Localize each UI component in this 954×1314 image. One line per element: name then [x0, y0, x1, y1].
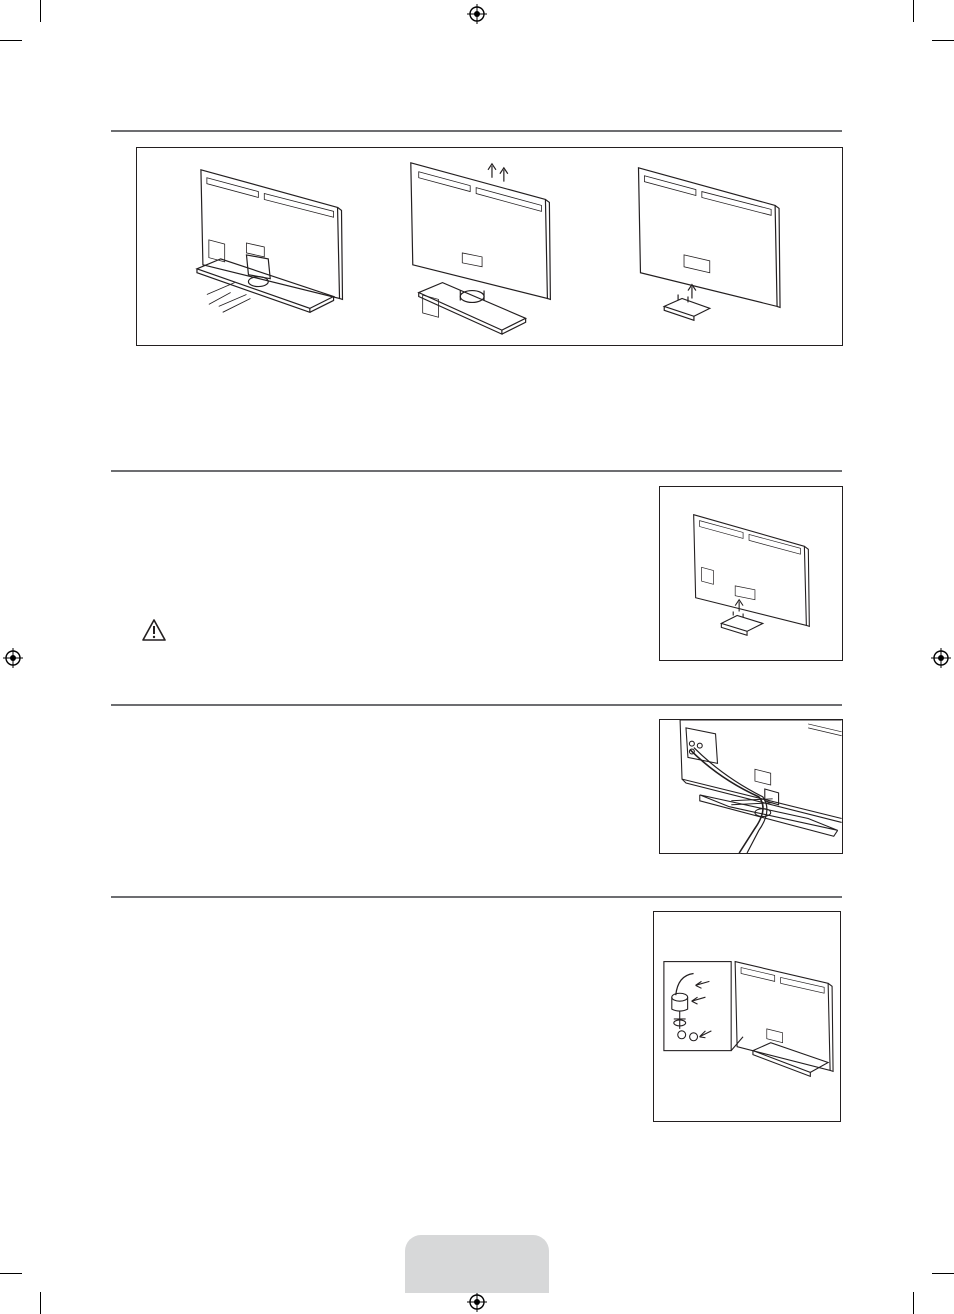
crop-mark-bottom-left-v — [40, 1292, 41, 1314]
crop-mark-top-left-v — [40, 0, 41, 22]
stand-cover-figure — [659, 486, 843, 661]
page-number-tab — [405, 1235, 549, 1293]
section-divider — [111, 470, 842, 472]
section-divider — [111, 130, 842, 132]
crop-mark-top-left-h — [0, 40, 22, 41]
caution-triangle-icon — [141, 618, 167, 642]
crop-mark-top-right-h — [932, 40, 954, 41]
tv-back-panel-3 — [638, 168, 780, 345]
crop-mark-bottom-right-h — [932, 1273, 954, 1274]
cable-holder-figure — [659, 719, 843, 854]
stand-removal-figure — [136, 147, 843, 346]
crop-mark-bottom-right-v — [913, 1292, 914, 1314]
kensington-lock-figure — [653, 911, 841, 1122]
tv-back-panel-1 — [197, 170, 343, 313]
tv-back-panel-2 — [411, 163, 551, 334]
registration-mark-icon — [467, 1292, 487, 1312]
registration-mark-icon — [467, 4, 487, 24]
section-divider — [111, 704, 842, 706]
registration-mark-icon — [3, 648, 23, 668]
crop-mark-top-right-v — [913, 0, 914, 22]
section-divider — [111, 896, 842, 898]
crop-mark-bottom-left-h — [0, 1273, 22, 1274]
registration-mark-icon — [931, 648, 951, 668]
